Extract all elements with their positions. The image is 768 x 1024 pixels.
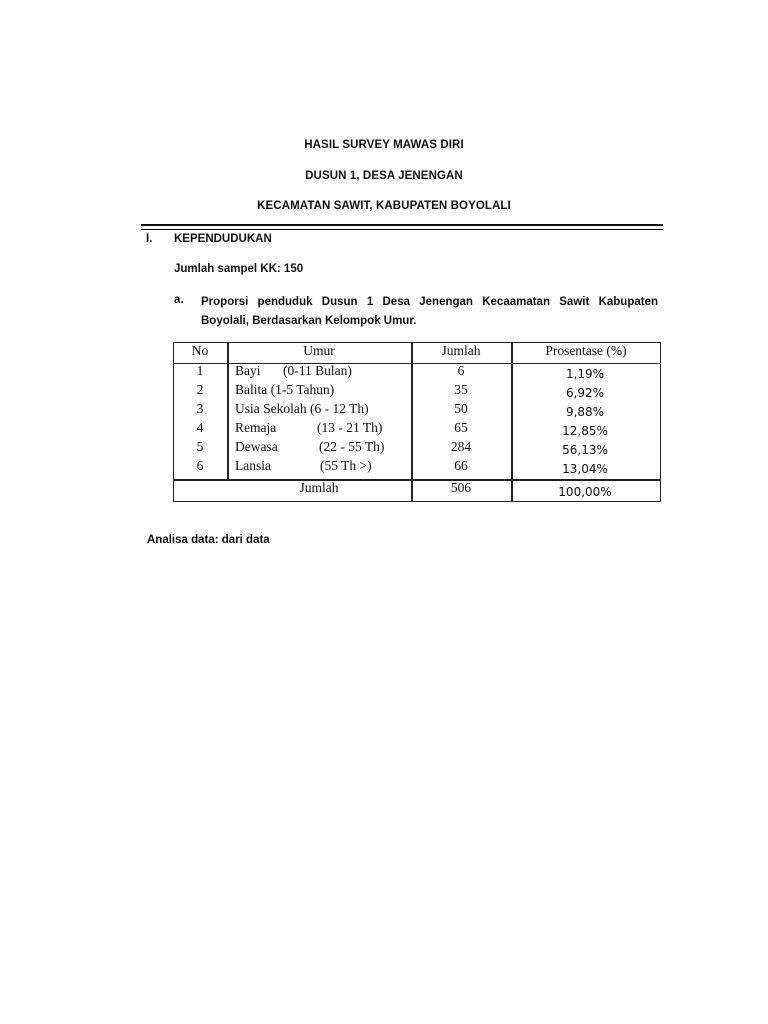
cell-range: (22 - 55 Th) (319, 439, 385, 454)
cell-range: (13 - 21 Th) (317, 420, 383, 435)
cell-range: (55 Th >) (320, 458, 372, 473)
cell-pct: 56,13% (562, 443, 608, 457)
doc-title: HASIL SURVEY MAWAS DIRI (304, 139, 464, 151)
header-jumlah: Jumlah (441, 343, 481, 358)
cell-group: Balita (1-5 Tahun) (235, 382, 335, 397)
cell-no: 2 (196, 382, 204, 397)
col-divider (511, 342, 513, 502)
cell-no: 6 (196, 458, 204, 473)
cell-pct: 13,04% (562, 462, 608, 476)
cell-group: Lansia (235, 458, 271, 473)
cell-jumlah: 65 (454, 420, 468, 435)
cell-group: Bayi (235, 363, 261, 378)
cell-jumlah: 50 (454, 401, 468, 416)
cell-pct: 1,19% (565, 367, 605, 381)
total-label: Jumlah (299, 480, 339, 495)
item-description: Proporsi penduduk Dusun 1 Desa Jenengan Kecaamatan Sawit Kabupaten Boyolali, Berdasarkan Kelompok Umur. (201, 296, 658, 327)
cell-no: 3 (196, 401, 204, 416)
cell-no: 4 (196, 420, 204, 435)
analysis-text: Analisa data: dari data (147, 534, 270, 546)
doc-subtitle-dusun: DUSUN 1, DESA JENENGAN (305, 170, 463, 182)
header-rule-thick (141, 224, 663, 226)
cell-no: 5 (196, 439, 204, 454)
cell-range: (0-11 Bulan) (283, 363, 352, 378)
total-pct: 100,00% (558, 485, 612, 499)
header-no: No (191, 343, 209, 358)
sample-size-text: Jumlah sampel KK: 150 (174, 263, 304, 275)
header-prosentase: Prosentase (%) (545, 343, 627, 358)
cell-group: Remaja (235, 420, 277, 435)
item-letter: a. (174, 294, 184, 306)
cell-jumlah: 6 (457, 363, 465, 378)
total-jumlah: 506 (450, 480, 472, 495)
section-number: I. (146, 233, 153, 245)
doc-subtitle-kecamatan: KECAMATAN SAWIT, KABUPATEN BOYOLALI (257, 200, 511, 212)
cell-group: Usia Sekolah (6 - 12 Th) (235, 401, 369, 416)
section-title: KEPENDUDUKAN (174, 233, 272, 245)
cell-jumlah: 284 (450, 439, 472, 454)
age-group-table (173, 342, 661, 502)
cell-pct: 12,85% (562, 424, 608, 438)
cell-jumlah: 66 (454, 458, 468, 473)
cell-pct: 6,92% (565, 386, 605, 400)
header-rule-thin (141, 229, 663, 230)
cell-jumlah: 35 (454, 382, 468, 397)
header-umur: Umur (303, 343, 335, 358)
cell-no: 1 (196, 363, 204, 378)
cell-pct: 9,88% (565, 405, 605, 419)
col-divider (227, 363, 229, 481)
cell-group: Dewasa (235, 439, 278, 454)
